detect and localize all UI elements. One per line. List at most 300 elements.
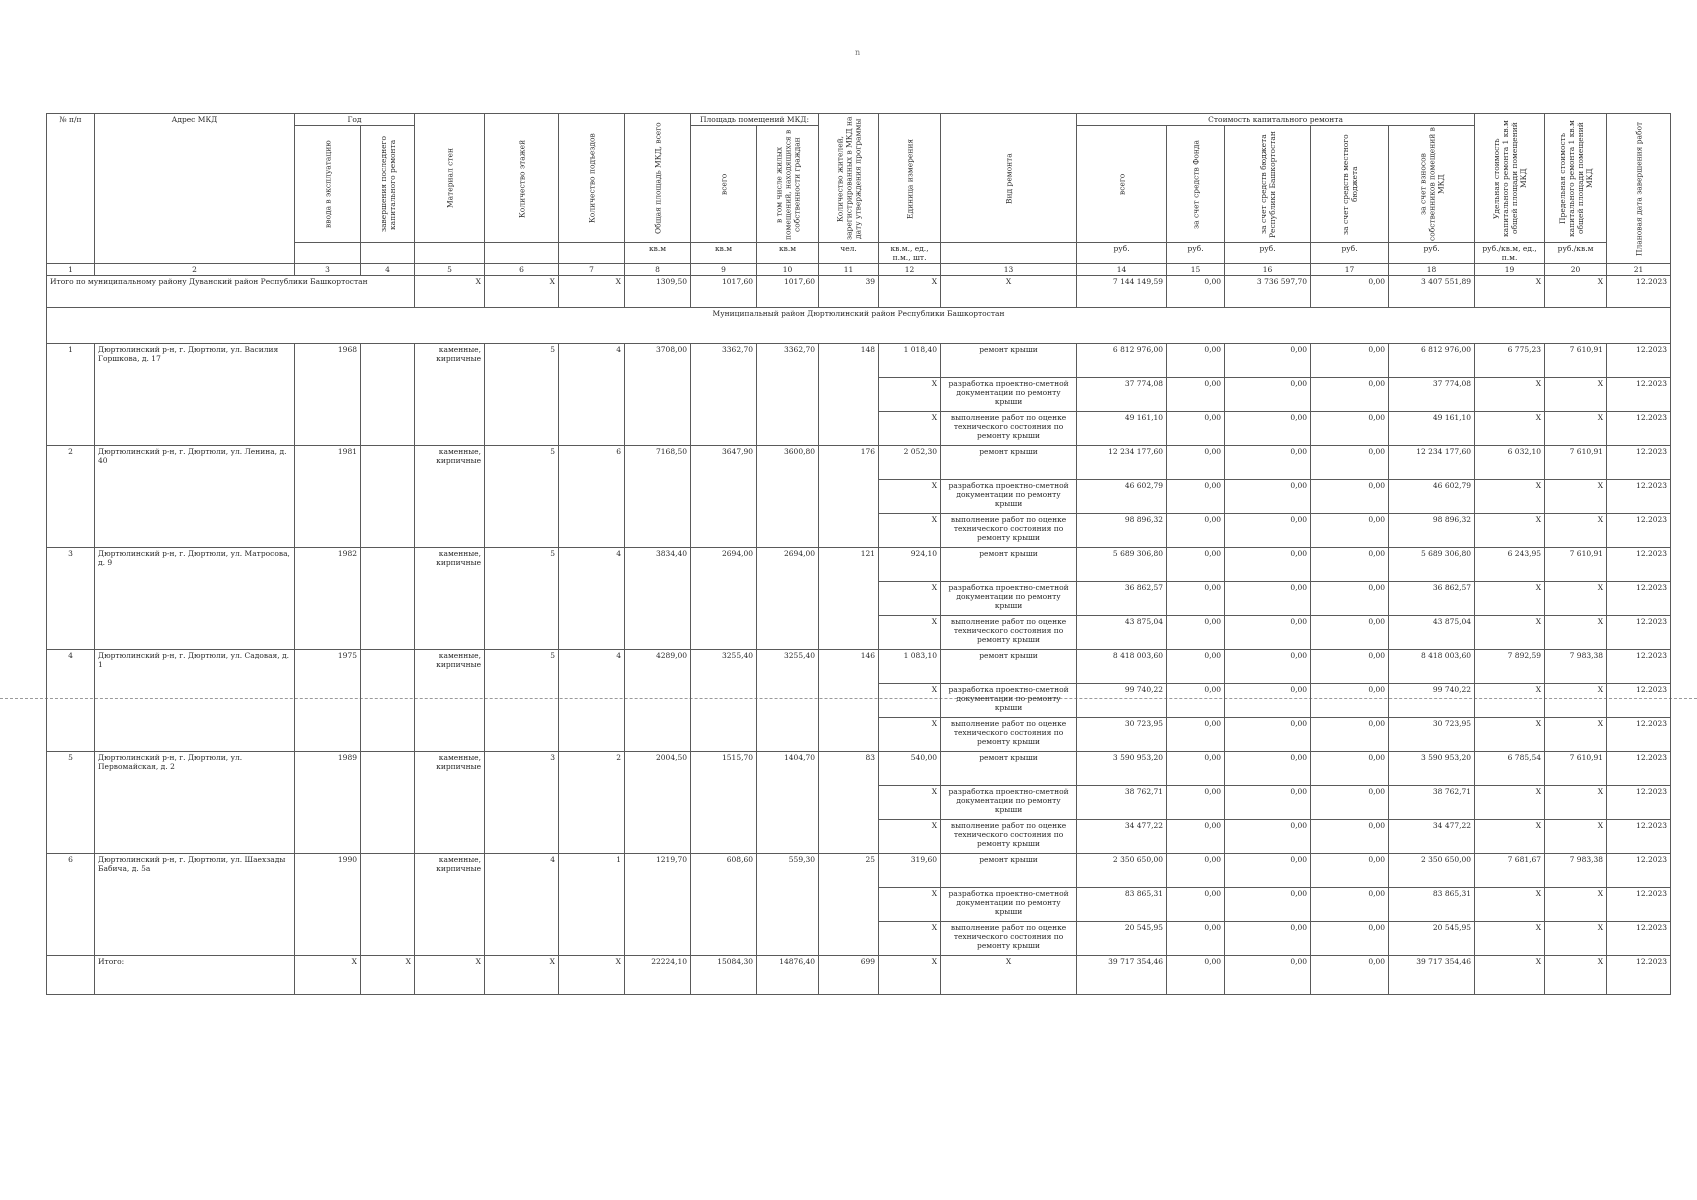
local-budget: 0,00 — [1311, 548, 1389, 582]
planned-date: 12.2023 — [1607, 854, 1671, 888]
local-budget: 0,00 — [1311, 922, 1389, 956]
column-number: 14 — [1077, 264, 1167, 276]
unit-cost: X — [1475, 378, 1545, 412]
quantity: X — [879, 412, 941, 446]
repair-type: выполнение работ по оценке технического состояния по ремонту крыши — [941, 412, 1077, 446]
quantity: X — [879, 616, 941, 650]
cost-total: 39 717 354,46 — [1077, 956, 1167, 995]
column-number: 15 — [1167, 264, 1225, 276]
fund: 0,00 — [1167, 684, 1225, 718]
premises-private: 1404,70 — [757, 752, 819, 854]
fund: 0,00 — [1167, 514, 1225, 548]
address: Дюртюлинский р-н, г. Дюртюли, ул. Василия Горшкова, д. 17 — [95, 344, 295, 446]
owners: 83 865,31 — [1389, 888, 1475, 922]
x-mark: X — [941, 276, 1077, 308]
planned-date: 12.2023 — [1607, 752, 1671, 786]
cost-total: 46 602,79 — [1077, 480, 1167, 514]
total-area: 1309,50 — [625, 276, 691, 308]
republic-budget: 0,00 — [1225, 514, 1311, 548]
wall-material: каменные, кирпичные — [415, 548, 485, 650]
local-budget: 0,00 — [1311, 718, 1389, 752]
x-mark: X — [295, 956, 361, 995]
year-commission: 1989 — [295, 752, 361, 854]
floors: 3 — [485, 752, 559, 854]
cost-total: 99 740,22 — [1077, 684, 1167, 718]
entrances: 4 — [559, 344, 625, 446]
planned-date: 12.2023 — [1607, 922, 1671, 956]
republic-budget: 0,00 — [1225, 956, 1311, 995]
col-premises-header: Площадь помещений МКД: — [691, 114, 819, 126]
year-last-repair — [361, 650, 415, 752]
unit-cell: кв.м — [757, 243, 819, 264]
owners: 36 862,57 — [1389, 582, 1475, 616]
republic-budget: 0,00 — [1225, 786, 1311, 820]
cost-total: 49 161,10 — [1077, 412, 1167, 446]
unit-cost: X — [1475, 684, 1545, 718]
fund: 0,00 — [1167, 888, 1225, 922]
republic-budget: 0,00 — [1225, 344, 1311, 378]
planned-date: 12.2023 — [1607, 718, 1671, 752]
republic-budget: 0,00 — [1225, 378, 1311, 412]
owners: 8 418 003,60 — [1389, 650, 1475, 684]
local-budget: 0,00 — [1311, 854, 1389, 888]
unit-cell: кв.м — [625, 243, 691, 264]
premises-total: 3255,40 — [691, 650, 757, 752]
unit-cost: X — [1475, 480, 1545, 514]
local-budget: 0,00 — [1311, 684, 1389, 718]
year-commission: 1981 — [295, 446, 361, 548]
owners: 20 545,95 — [1389, 922, 1475, 956]
cost-total: 37 774,08 — [1077, 378, 1167, 412]
local-budget: 0,00 — [1311, 582, 1389, 616]
unit-cell — [415, 243, 485, 264]
repair-type: выполнение работ по оценке технического состояния по ремонту крыши — [941, 718, 1077, 752]
column-number: 16 — [1225, 264, 1311, 276]
republic-budget: 0,00 — [1225, 820, 1311, 854]
max-cost: X — [1545, 378, 1607, 412]
x-mark: X — [941, 956, 1077, 995]
col-units-header: Единица измерения — [879, 114, 941, 243]
region-row — [47, 308, 1671, 344]
premises-total: 1017,60 — [691, 276, 757, 308]
planned-date: 12.2023 — [1607, 616, 1671, 650]
fund: 0,00 — [1167, 582, 1225, 616]
owners: 34 477,22 — [1389, 820, 1475, 854]
floors: 4 — [485, 854, 559, 956]
floors: 5 — [485, 650, 559, 752]
unit-cell: руб./кв.м, ед., п.м. — [1475, 243, 1545, 264]
republic-budget: 0,00 — [1225, 684, 1311, 718]
local-budget: 0,00 — [1311, 616, 1389, 650]
planned-date: 12.2023 — [1607, 446, 1671, 480]
republic-budget: 0,00 — [1225, 616, 1311, 650]
owners: 37 774,08 — [1389, 378, 1475, 412]
column-number: 8 — [625, 264, 691, 276]
column-number: 3 — [295, 264, 361, 276]
col-owners: за счет взносов собственников помещений в МКД — [1389, 126, 1475, 243]
max-cost: 7 610,91 — [1545, 548, 1607, 582]
unit-cost: 7 681,67 — [1475, 854, 1545, 888]
fund: 0,00 — [1167, 854, 1225, 888]
fund: 0,00 — [1167, 956, 1225, 995]
republic-budget: 0,00 — [1225, 582, 1311, 616]
owners: 6 812 976,00 — [1389, 344, 1475, 378]
column-number: 12 — [879, 264, 941, 276]
grand-total-label: Итого: — [95, 956, 295, 995]
x-mark: X — [879, 956, 941, 995]
republic-budget: 0,00 — [1225, 480, 1311, 514]
col-address-header: Адрес МКД — [95, 114, 295, 264]
district-total-row — [47, 276, 1671, 308]
local-budget: 0,00 — [1311, 650, 1389, 684]
republic-budget: 0,00 — [1225, 446, 1311, 480]
x-mark: X — [361, 956, 415, 995]
owners: 38 762,71 — [1389, 786, 1475, 820]
quantity: 2 052,30 — [879, 446, 941, 480]
planned-date: 12.2023 — [1607, 684, 1671, 718]
quantity: 1 018,40 — [879, 344, 941, 378]
total-area: 2004,50 — [625, 752, 691, 854]
unit-cell: руб. — [1077, 243, 1167, 264]
address: Дюртюлинский р-н, г. Дюртюли, ул. Первомайская, д. 2 — [95, 752, 295, 854]
owners: 39 717 354,46 — [1389, 956, 1475, 995]
cost-total: 38 762,71 — [1077, 786, 1167, 820]
total-area: 1219,70 — [625, 854, 691, 956]
col-max-cost-header: Предельная стоимость капитального ремонта 1 кв.м общей площади помещений МКД — [1545, 114, 1607, 243]
unit-cell: руб. — [1167, 243, 1225, 264]
unit-cell: кв.м., ед., п.м., шт. — [879, 243, 941, 264]
owners: 3 590 953,20 — [1389, 752, 1475, 786]
x-mark: X — [1475, 276, 1545, 308]
premises-private: 14876,40 — [757, 956, 819, 995]
column-number: 7 — [559, 264, 625, 276]
column-number: 6 — [485, 264, 559, 276]
district-total-label: Итого по муниципальному району Дуванский район Республики Башкортостан — [47, 276, 415, 308]
col-unit-cost-header: Удельная стоимость капитального ремонта 1 кв.м общей площади помещений МКД — [1475, 114, 1545, 243]
col-cost-header: Стоимость капитального ремонта — [1077, 114, 1475, 126]
year-last-repair — [361, 752, 415, 854]
unit-cost: X — [1475, 820, 1545, 854]
planned-date: 12.2023 — [1607, 344, 1671, 378]
owners: 46 602,79 — [1389, 480, 1475, 514]
repair-type: выполнение работ по оценке технического состояния по ремонту крыши — [941, 616, 1077, 650]
cost-total: 83 865,31 — [1077, 888, 1167, 922]
owners: 98 896,32 — [1389, 514, 1475, 548]
fund: 0,00 — [1167, 922, 1225, 956]
planned-date: 12.2023 — [1607, 888, 1671, 922]
col-year-last-repair: завершения последнего капитального ремонта — [361, 126, 415, 243]
premises-private: 559,30 — [757, 854, 819, 956]
column-number: 5 — [415, 264, 485, 276]
quantity: 319,60 — [879, 854, 941, 888]
quantity: X — [879, 378, 941, 412]
fund: 0,00 — [1167, 786, 1225, 820]
year-last-repair — [361, 548, 415, 650]
col-local-budget: за счет средств местного бюджета — [1311, 126, 1389, 243]
repair-type: выполнение работ по оценке технического состояния по ремонту крыши — [941, 922, 1077, 956]
unit-cell: руб. — [1311, 243, 1389, 264]
owners: 12 234 177,60 — [1389, 446, 1475, 480]
planned-date: 12.2023 — [1607, 378, 1671, 412]
quantity: X — [879, 480, 941, 514]
total-area: 7168,50 — [625, 446, 691, 548]
max-cost: X — [1545, 820, 1607, 854]
col-floors-header: Количество этажей — [485, 114, 559, 243]
max-cost: X — [1545, 786, 1607, 820]
planned-date: 12.2023 — [1607, 820, 1671, 854]
cost-total: 34 477,22 — [1077, 820, 1167, 854]
unit-cost: X — [1475, 786, 1545, 820]
cost-total: 20 545,95 — [1077, 922, 1167, 956]
republic-budget: 0,00 — [1225, 412, 1311, 446]
column-number: 19 — [1475, 264, 1545, 276]
premises-total: 3647,90 — [691, 446, 757, 548]
quantity: X — [879, 922, 941, 956]
quantity: 1 083,10 — [879, 650, 941, 684]
region-title: Муниципальный район Дюртюлинский район Республики Башкортостан — [47, 308, 1671, 344]
quantity: X — [879, 888, 941, 922]
residents: 25 — [819, 854, 879, 956]
max-cost: 7 610,91 — [1545, 446, 1607, 480]
cost-total: 36 862,57 — [1077, 582, 1167, 616]
owners: 5 689 306,80 — [1389, 548, 1475, 582]
repair-type: выполнение работ по оценке технического состояния по ремонту крыши — [941, 820, 1077, 854]
max-cost: X — [1545, 888, 1607, 922]
max-cost: X — [1545, 616, 1607, 650]
col-year-commission: ввода в эксплуатацию — [295, 126, 361, 243]
fund: 0,00 — [1167, 276, 1225, 308]
x-mark: X — [559, 956, 625, 995]
cost-total: 30 723,95 — [1077, 718, 1167, 752]
row-number: 2 — [47, 446, 95, 548]
planned-date: 12.2023 — [1607, 514, 1671, 548]
col-num-header: № п/п — [47, 114, 95, 264]
fund: 0,00 — [1167, 378, 1225, 412]
row-number: 5 — [47, 752, 95, 854]
wall-material: каменные, кирпичные — [415, 344, 485, 446]
cost-total: 2 350 650,00 — [1077, 854, 1167, 888]
republic-budget: 3 736 597,70 — [1225, 276, 1311, 308]
address: Дюртюлинский р-н, г. Дюртюли, ул. Садовая, д. 1 — [95, 650, 295, 752]
local-budget: 0,00 — [1311, 514, 1389, 548]
col-material-header: Материал стен — [415, 114, 485, 243]
cost-total: 8 418 003,60 — [1077, 650, 1167, 684]
year-last-repair — [361, 854, 415, 956]
table-row — [47, 650, 1671, 684]
quantity: X — [879, 684, 941, 718]
column-number: 9 — [691, 264, 757, 276]
unit-cost: 6 243,95 — [1475, 548, 1545, 582]
column-number: 11 — [819, 264, 879, 276]
column-number: 17 — [1311, 264, 1389, 276]
unit-cell: кв.м — [691, 243, 757, 264]
fund: 0,00 — [1167, 412, 1225, 446]
republic-budget: 0,00 — [1225, 752, 1311, 786]
fund: 0,00 — [1167, 820, 1225, 854]
local-budget: 0,00 — [1311, 820, 1389, 854]
x-mark: X — [1475, 956, 1545, 995]
year-commission: 1968 — [295, 344, 361, 446]
residents: 39 — [819, 276, 879, 308]
max-cost: X — [1545, 480, 1607, 514]
premises-private: 2694,00 — [757, 548, 819, 650]
max-cost: X — [1545, 684, 1607, 718]
local-budget: 0,00 — [1311, 752, 1389, 786]
table-row — [47, 854, 1671, 888]
floors: 5 — [485, 446, 559, 548]
row-number — [47, 956, 95, 995]
unit-cell: руб./кв.м — [1545, 243, 1607, 264]
planned-date: 12.2023 — [1607, 956, 1671, 995]
wall-material: каменные, кирпичные — [415, 446, 485, 548]
planned-date: 12.2023 — [1607, 650, 1671, 684]
planned-date: 12.2023 — [1607, 582, 1671, 616]
owners: 2 350 650,00 — [1389, 854, 1475, 888]
premises-total: 3362,70 — [691, 344, 757, 446]
quantity: X — [879, 514, 941, 548]
fund: 0,00 — [1167, 752, 1225, 786]
address: Дюртюлинский р-н, г. Дюртюли, ул. Ленина, д. 40 — [95, 446, 295, 548]
premises-total: 608,60 — [691, 854, 757, 956]
unit-cell — [559, 243, 625, 264]
repair-type: разработка проектно-сметной документации по ремонту крыши — [941, 786, 1077, 820]
repair-type: разработка проектно-сметной документации по ремонту крыши — [941, 480, 1077, 514]
max-cost: X — [1545, 718, 1607, 752]
repair-type: разработка проектно-сметной документации по ремонту крыши — [941, 378, 1077, 412]
residents: 176 — [819, 446, 879, 548]
cost-total: 43 875,04 — [1077, 616, 1167, 650]
entrances: 4 — [559, 548, 625, 650]
row-number: 1 — [47, 344, 95, 446]
unit-cost: X — [1475, 514, 1545, 548]
wall-material: каменные, кирпичные — [415, 650, 485, 752]
planned-date: 12.2023 — [1607, 786, 1671, 820]
owners: 30 723,95 — [1389, 718, 1475, 752]
premises-total: 2694,00 — [691, 548, 757, 650]
quantity: X — [879, 582, 941, 616]
unit-cost: 6 032,10 — [1475, 446, 1545, 480]
local-budget: 0,00 — [1311, 412, 1389, 446]
unit-cost: X — [1475, 582, 1545, 616]
unit-cost: X — [1475, 922, 1545, 956]
column-number: 4 — [361, 264, 415, 276]
republic-budget: 0,00 — [1225, 922, 1311, 956]
republic-budget: 0,00 — [1225, 718, 1311, 752]
unit-cost: 6 775,23 — [1475, 344, 1545, 378]
republic-budget: 0,00 — [1225, 888, 1311, 922]
row-number: 3 — [47, 548, 95, 650]
repair-type: ремонт крыши — [941, 752, 1077, 786]
quantity: X — [879, 786, 941, 820]
fund: 0,00 — [1167, 446, 1225, 480]
entrances: 2 — [559, 752, 625, 854]
local-budget: 0,00 — [1311, 480, 1389, 514]
max-cost: 7 610,91 — [1545, 344, 1607, 378]
residents: 83 — [819, 752, 879, 854]
planned-date: 12.2023 — [1607, 276, 1671, 308]
year-commission: 1982 — [295, 548, 361, 650]
unit-cell — [485, 243, 559, 264]
planned-date: 12.2023 — [1607, 412, 1671, 446]
cost-total: 98 896,32 — [1077, 514, 1167, 548]
max-cost: X — [1545, 582, 1607, 616]
column-number: 2 — [95, 264, 295, 276]
year-commission: 1975 — [295, 650, 361, 752]
repair-type: ремонт крыши — [941, 344, 1077, 378]
quantity: 540,00 — [879, 752, 941, 786]
table-row — [47, 752, 1671, 786]
table-row — [47, 446, 1671, 480]
year-last-repair — [361, 344, 415, 446]
col-date-header: Плановая дата завершения работ — [1607, 114, 1671, 264]
premises-private: 3362,70 — [757, 344, 819, 446]
unit-cell — [295, 243, 361, 264]
owners: 3 407 551,89 — [1389, 276, 1475, 308]
col-repair-type-header: Вид ремонта — [941, 114, 1077, 243]
max-cost: X — [1545, 514, 1607, 548]
row-number: 4 — [47, 650, 95, 752]
max-cost: 7 610,91 — [1545, 752, 1607, 786]
capital-repair-table — [46, 113, 1671, 995]
unit-cost: 6 785,54 — [1475, 752, 1545, 786]
unit-cell: чел. — [819, 243, 879, 264]
total-area: 22224,10 — [625, 956, 691, 995]
entrances: 4 — [559, 650, 625, 752]
column-numbers-row — [47, 264, 1671, 276]
residents: 699 — [819, 956, 879, 995]
cost-total: 5 689 306,80 — [1077, 548, 1167, 582]
local-budget: 0,00 — [1311, 786, 1389, 820]
owners: 99 740,22 — [1389, 684, 1475, 718]
repair-type: ремонт крыши — [941, 854, 1077, 888]
wall-material: каменные, кирпичные — [415, 752, 485, 854]
unit-cell — [361, 243, 415, 264]
repair-type: разработка проектно-сметной документации по ремонту крыши — [941, 582, 1077, 616]
cost-total: 7 144 149,59 — [1077, 276, 1167, 308]
unit-cost: X — [1475, 888, 1545, 922]
wall-material: каменные, кирпичные — [415, 854, 485, 956]
col-premises-total: всего — [691, 126, 757, 243]
fund: 0,00 — [1167, 616, 1225, 650]
grand-total-row — [47, 956, 1671, 995]
local-budget: 0,00 — [1311, 276, 1389, 308]
total-area: 4289,00 — [625, 650, 691, 752]
row-number: 6 — [47, 854, 95, 956]
col-republic-budget: за счет средств бюджета Республики Башкортостан — [1225, 126, 1311, 243]
address: Дюртюлинский р-н, г. Дюртюли, ул. Шаехзады Бабича, д. 5а — [95, 854, 295, 956]
entrances: 1 — [559, 854, 625, 956]
floors: 5 — [485, 548, 559, 650]
col-premises-private: в том числе жилых помещений, находящихся в собственности граждан — [757, 126, 819, 243]
column-number: 13 — [941, 264, 1077, 276]
x-mark: X — [1545, 956, 1607, 995]
premises-private: 3600,80 — [757, 446, 819, 548]
year-commission: 1990 — [295, 854, 361, 956]
repair-type: выполнение работ по оценке технического состояния по ремонту крыши — [941, 514, 1077, 548]
col-residents-header: Количество жителей, зарегистрированных в МКД на дату утверждения программы — [819, 114, 879, 243]
x-mark: X — [485, 276, 559, 308]
quantity: X — [879, 718, 941, 752]
fund: 0,00 — [1167, 718, 1225, 752]
fund: 0,00 — [1167, 650, 1225, 684]
table-row — [47, 548, 1671, 582]
owners: 43 875,04 — [1389, 616, 1475, 650]
quantity: X — [879, 820, 941, 854]
column-number: 1 — [47, 264, 95, 276]
planned-date: 12.2023 — [1607, 548, 1671, 582]
unit-cell — [941, 243, 1077, 264]
repair-type: ремонт крыши — [941, 650, 1077, 684]
